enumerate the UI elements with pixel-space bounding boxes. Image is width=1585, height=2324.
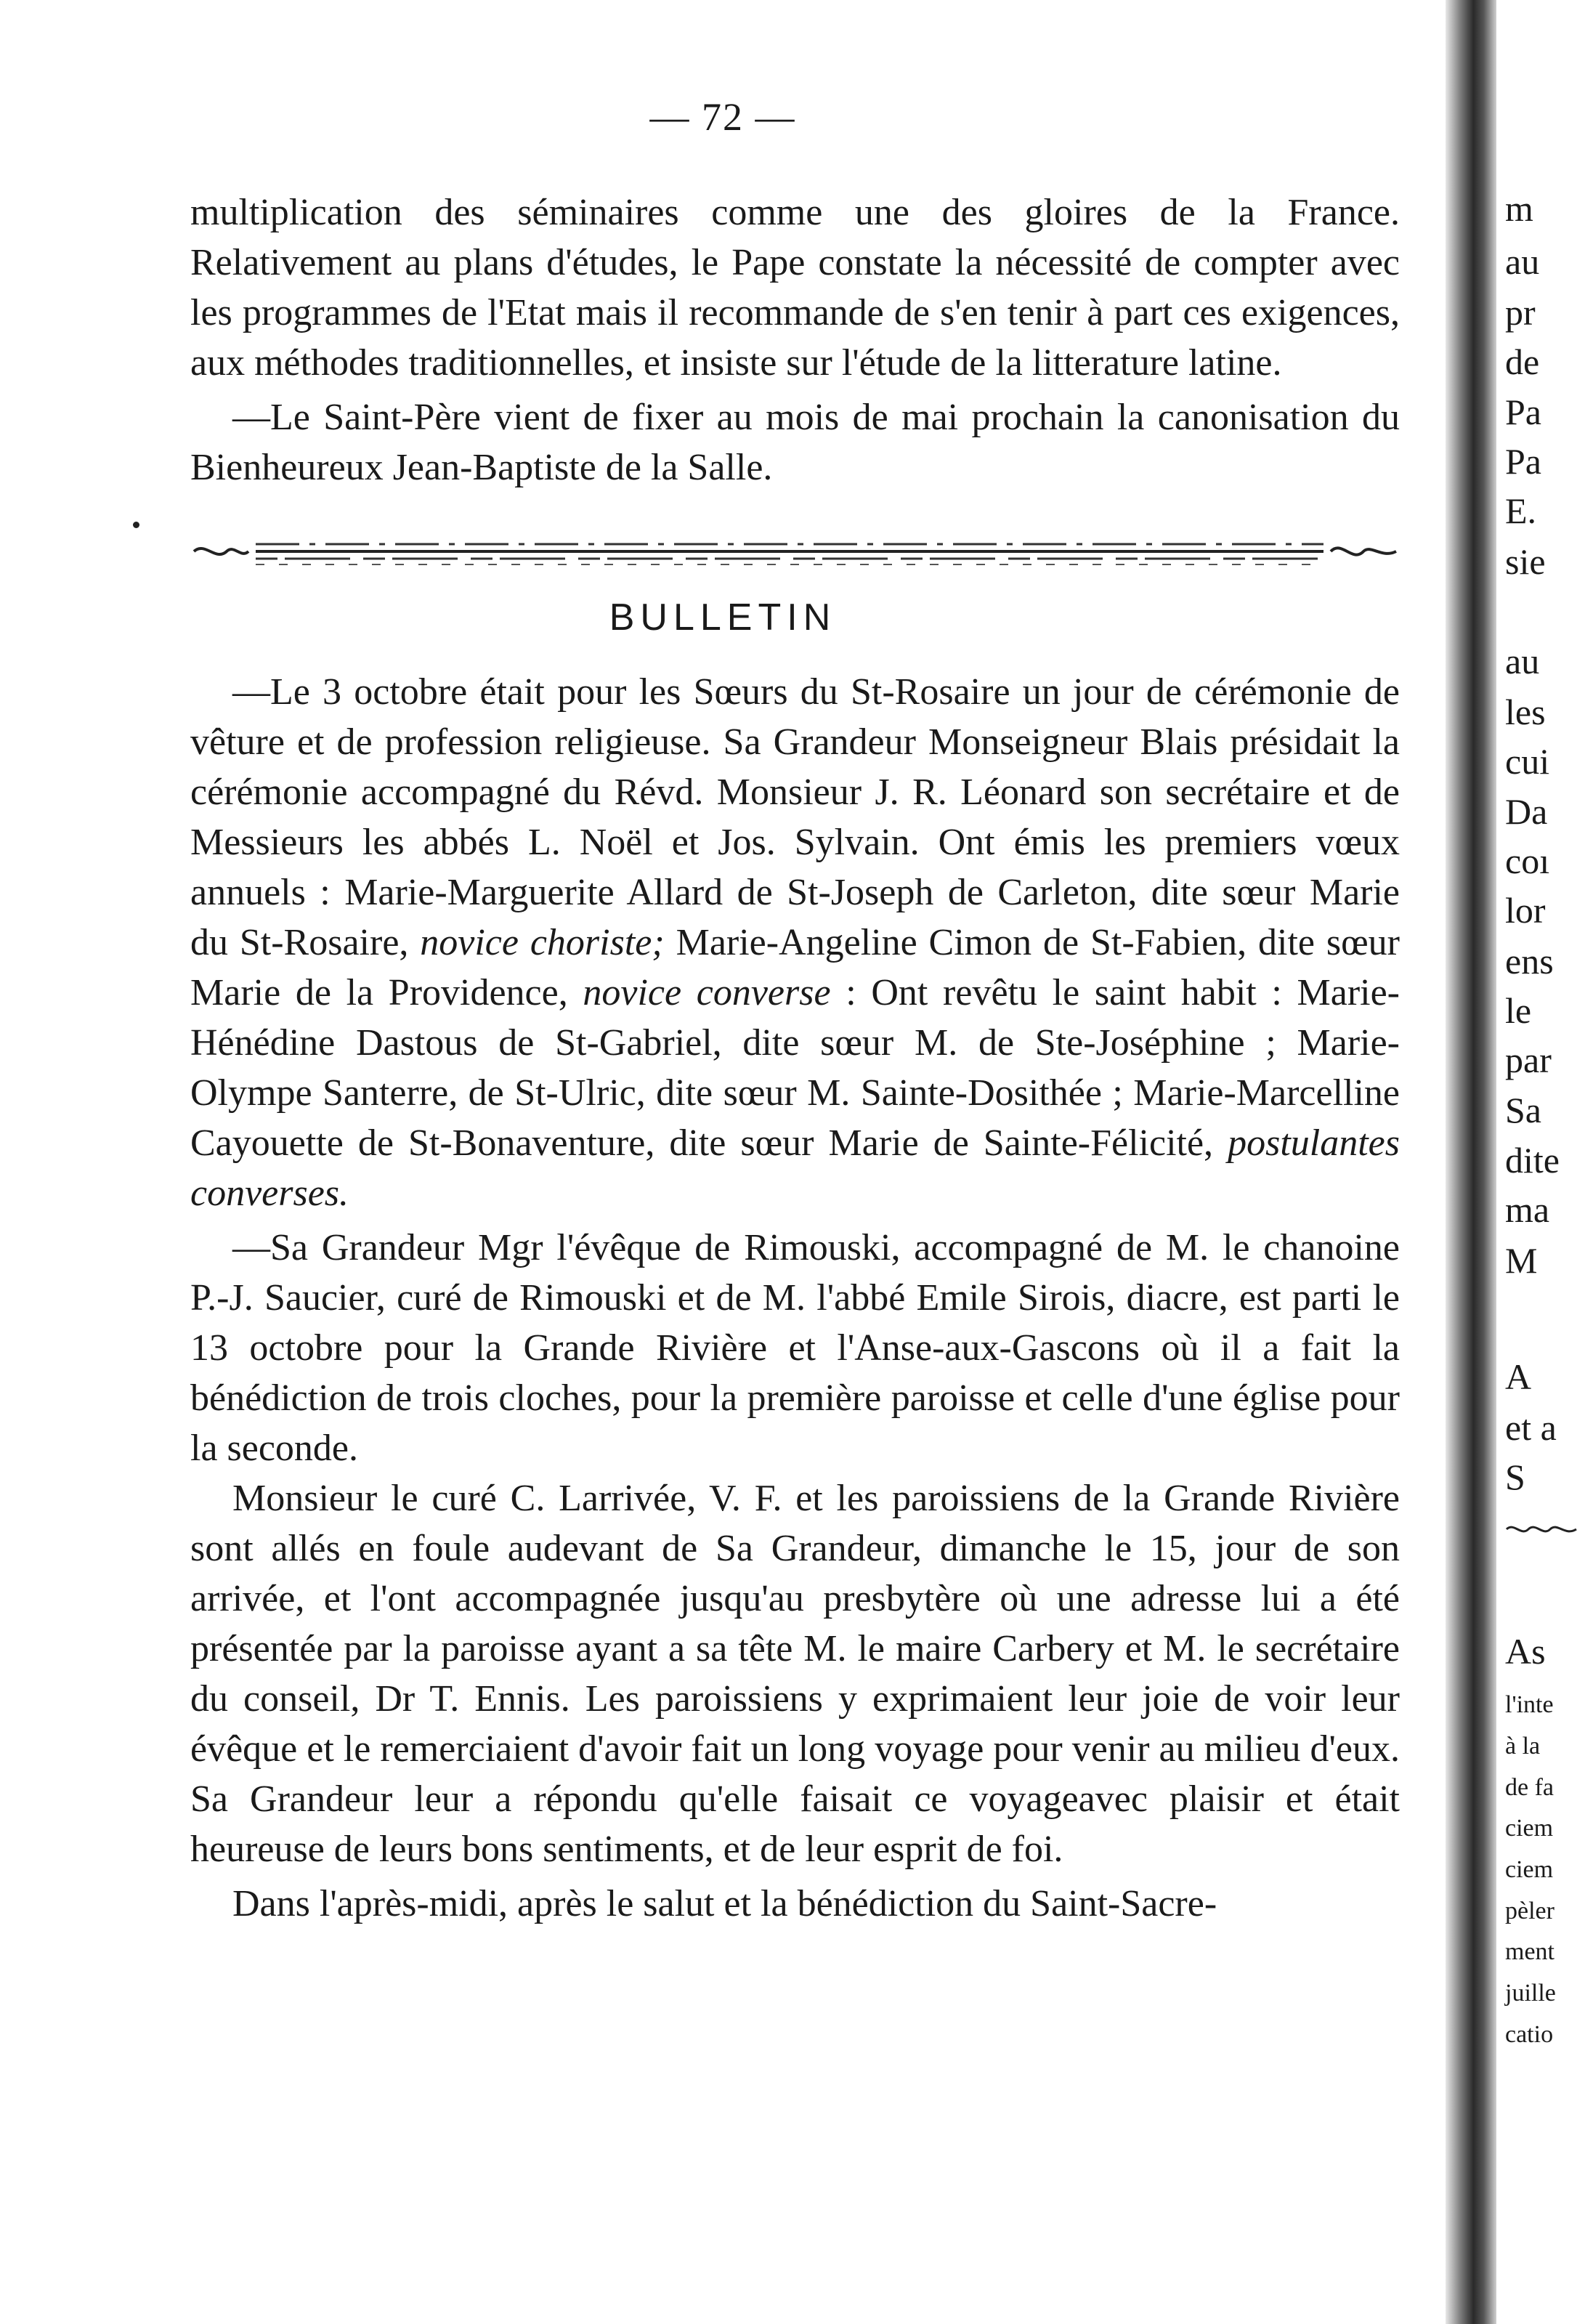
next-page-fragment: S (1505, 1457, 1525, 1497)
next-page-fragment: M (1505, 1240, 1538, 1281)
bulletin-p1-italic-postulantes: postulantes converses. (190, 1122, 1400, 1214)
next-page-fragment: lor (1505, 890, 1546, 931)
next-page-fragment: sie (1505, 541, 1546, 582)
next-page-fragment: m (1505, 188, 1533, 229)
bulletin-p1-italic-novice-converse: novice converse (583, 972, 831, 1013)
next-page-fragment: le (1505, 990, 1532, 1031)
next-page-fragment: ma (1505, 1189, 1550, 1230)
stray-ink-dot (133, 522, 139, 528)
bulletin-p1-text-c: Marie-Angeline Cimon de St-Fabien, dite sœur Marie de la Providence, (190, 922, 1400, 1013)
next-page-fragment: juille (1505, 1980, 1556, 2007)
binding-gutter (1446, 0, 1496, 2324)
next-page-fragment: Da (1505, 791, 1548, 832)
next-page-fragment: pèler (1505, 1898, 1554, 1924)
next-page-fragment: E. (1505, 490, 1537, 531)
next-page-fragment: As (1505, 1631, 1546, 1672)
next-page-fragment: cui (1505, 741, 1550, 782)
next-page-fragment: A (1505, 1356, 1532, 1397)
next-page-fragment: dite (1505, 1140, 1560, 1181)
next-page-fragment: au (1505, 641, 1540, 681)
next-page-fragment: ment (1505, 1938, 1554, 1965)
bulletin-paragraph-2: —Sa Grandeur Mgr l'évêque de Rimouski, accompagné de M. le chanoine P.-J. Saucier, curé de Rimouski et de M. l'abbé Emile Sirois, diacre, est parti le 13 octobre pour la Grande Rivière et l'Anse-aux-Gascons où il a fait la bénédiction de trois cloches, pour la première paroisse et celle d'une église pour la seconde. (190, 1227, 1400, 1469)
next-page-fragment: ciem (1505, 1815, 1554, 1842)
next-page-fragment: Pa (1505, 441, 1541, 482)
page-number: — 72 — (649, 95, 796, 139)
next-page-fragment: ens (1505, 941, 1554, 981)
next-page-fragment: Pa (1505, 392, 1541, 432)
next-page-fragment: par (1505, 1040, 1552, 1080)
bulletin-p1-text-a: —Le 3 octobre était pour les Sœurs du St-Rosaire un jour de cérémonie de vêture et de profession religieuse. Sa Grandeur Monseigneur Blais présidait la cérémonie accompagné du Révd. Monsieur J. R. Léonard son secrétaire et de Messieurs les abbés L. Noël et Jos. Sylvain. Ont émis les premiers vœux annuels : Marie-Marguerite Allard de St-Joseph de Carleton, dite sœur Marie du St-Rosaire, (190, 671, 1400, 963)
bulletin-p1-italic-novice-choriste: novice choriste; (420, 922, 665, 963)
bulletin-p1-text-e: : Ont revêtu le saint habit : Marie-Hénédine Dastous de St-Gabriel, dite sœur M. de Ste-Joséphine ; Marie-Olympe Santerre, de St-Ulric, dite sœur M. Sainte-Dosithée ; Marie-Marcelline Cayouette de St-Bonaventure, dite sœur Marie de Sainte-Félicité, (190, 972, 1400, 1164)
next-page-fragment: pr (1505, 292, 1536, 333)
next-page-fragment: ciem (1505, 1856, 1554, 1883)
intro-paragraph-1: multiplication des séminaires comme une des gloires de la France. Relativement au plans d'études, le Pape constate la nécessité de compter avec les programmes de l'Etat mais il recommande de s'en tenir à part ces exigences, aux méthodes traditionnelles, et insiste sur l'étude de la litterature latine. (190, 192, 1400, 384)
next-page-ornament (1505, 1522, 1578, 1536)
intro-paragraph-2: —Le Saint-Père vient de fixer au mois de mai prochain la canonisation du Bienheureux Jean-Baptiste de la Salle. (190, 397, 1400, 488)
next-page-fragment: coı (1505, 841, 1550, 881)
next-page-fragment: l'inte (1505, 1691, 1554, 1718)
next-page-fragment: les (1505, 692, 1546, 732)
next-page-fragment: au (1505, 241, 1540, 282)
bulletin-text (190, 667, 1400, 1929)
next-page-fragment: catio (1505, 2021, 1554, 2048)
next-page-fragment: et a (1505, 1407, 1557, 1448)
bulletin-paragraph-1 (190, 667, 1400, 1218)
intro-text (190, 187, 1400, 493)
ornamental-rule (190, 534, 1400, 569)
section-title-bulletin: BULLETIN (609, 596, 837, 639)
next-page-fragment: de (1505, 341, 1540, 382)
bulletin-paragraph-4: Dans l'après-midi, après le salut et la bénédiction du Saint-Sacre- (232, 1883, 1217, 1924)
bulletin-paragraph-3: Monsieur le curé C. Larrivée, V. F. et les paroissiens de la Grande Rivière sont allés en foule audevant de Sa Grandeur, dimanche le 15, jour de son arrivée, et l'ont accompagnée jusqu'au presbytère où une adresse lui a été présentée par la paroisse ayant a sa tête M. le maire Carbery et M. le secrétaire du conseil, Dr T. Ennis. Les paroissiens y exprimaient leur joie de voir leur évêque et le remerciaient d'avoir fait un long voyage pour venir au milieu d'eux. Sa Grandeur leur a répondu qu'elle faisait ce voyageavec plaisir et était heureuse de leurs bons sentiments, et de leur esprit de foi. (190, 1478, 1400, 1870)
next-page-fragment: de fa (1505, 1774, 1554, 1801)
next-page-fragment: Sa (1505, 1090, 1541, 1130)
next-page-fragment: à la (1505, 1733, 1541, 1760)
adjacent-page-edge (1498, 0, 1585, 2324)
